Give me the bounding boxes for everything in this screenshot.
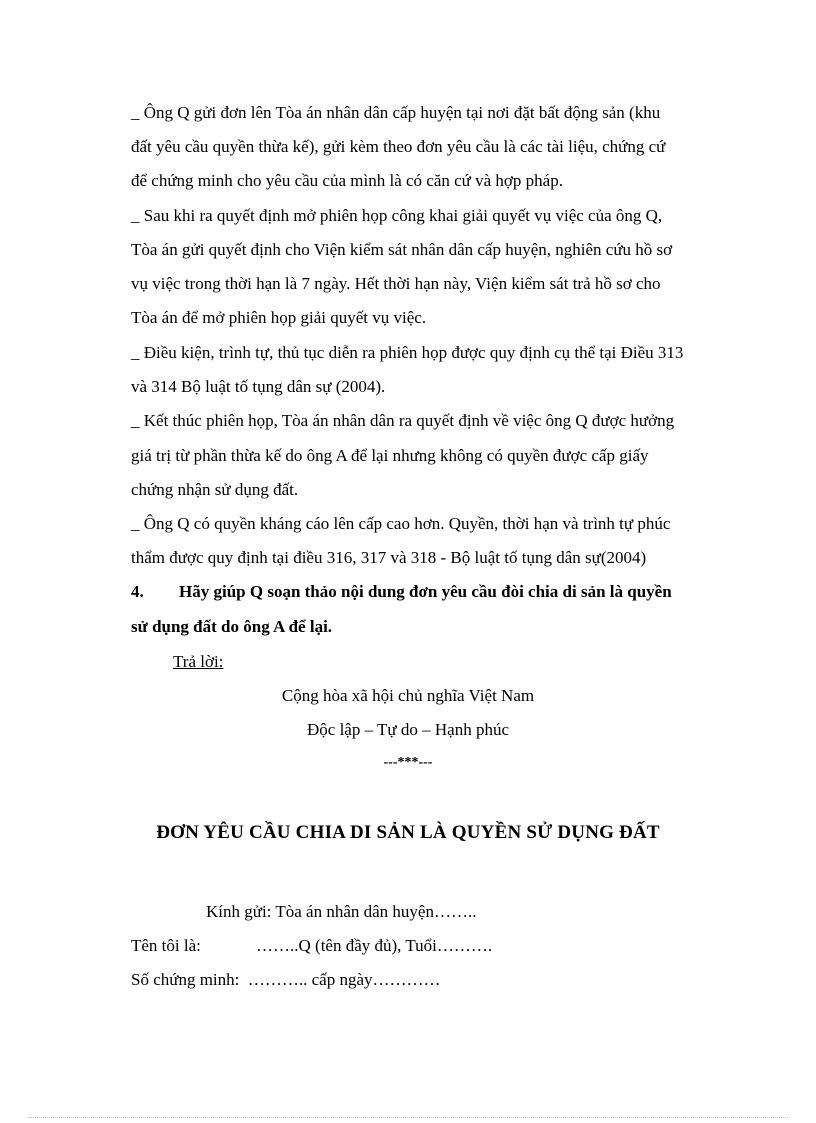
name-line [131,935,492,957]
paragraph-1-line-1: _ Ông Q gửi đơn lên Tòa án nhân dân cấp huyện tại nơi đặt bất động sản (khu [131,103,661,122]
paragraph-2-line-2: Tòa án gửi quyết định cho Viện kiểm sát nhân dân cấp huyện, nghiên cứu hồ sơ [131,240,673,259]
id-line [131,969,441,991]
paragraph-1-line-3: để chứng minh cho yêu cầu của mình là có căn cứ và hợp pháp. [131,171,563,190]
question-line-1 [131,581,672,603]
paragraph-5-line-2: thẩm được quy định tại điều 316, 317 và 318 - Bộ luật tố tụng dân sự(2004) [131,548,647,567]
paragraph-5-line-1: _ Ông Q có quyền kháng cáo lên cấp cao hơn. Quyền, thời hạn và trình tự phúc [131,514,671,533]
answer-label: Trả lời: [173,652,224,671]
paragraph-2-line-4: Tòa án để mở phiên họp giải quyết vụ việc. [131,308,427,327]
page-bottom-divider [28,1117,788,1118]
recipient-line: Kính gửi: Tòa án nhân dân huyện…….. [206,902,477,921]
country-name: Cộng hòa xã hội chủ nghĩa Việt Nam [281,686,535,705]
separator: ---***--- [383,755,433,770]
id-value: ……….. cấp ngày………… [247,970,441,989]
name-label: Tên tôi là: [131,936,201,955]
national-slogan: Độc lập – Tự do – Hạnh phúc [307,720,509,739]
paragraph-4-line-2: giá trị từ phần thừa kế do ông A để lại nhưng không có quyền được cấp giấy [131,446,649,465]
paragraph-4-line-1: _ Kết thúc phiên họp, Tòa án nhân dân ra quyết định về việc ông Q được hưởng [131,411,675,430]
form-title: ĐƠN YÊU CẦU CHIA DI SẢN LÀ QUYỀN SỬ DỤNG ĐẤT [156,822,660,843]
paragraph-1-line-2: đất yêu cầu quyền thừa kế), gửi kèm theo đơn yêu cầu là các tài liệu, chứng cứ [131,137,666,156]
name-value: ……..Q (tên đầy đủ), Tuổi………. [256,936,493,955]
question-line-2: sử dụng đất do ông A để lại. [131,617,333,636]
paragraph-3-line-2: và 314 Bộ luật tố tụng dân sự (2004). [131,377,386,396]
paragraph-3-line-1: _ Điều kiện, trình tự, thủ tục diễn ra phiên họp được quy định cụ thể tại Điều 313 [131,343,684,362]
paragraph-4-line-3: chứng nhận sử dụng đất. [131,480,299,499]
question-number: 4. [131,582,144,601]
question-text-1: Hãy giúp Q soạn thảo nội dung đơn yêu cầu đòi chia di sản là quyền [179,582,672,601]
id-label: Số chứng minh: [131,970,240,989]
paragraph-2-line-1: _ Sau khi ra quyết định mở phiên họp công khai giải quyết vụ việc của ông Q, [131,206,663,225]
paragraph-2-line-3: vụ việc trong thời hạn là 7 ngày. Hết thời hạn này, Viện kiểm sát trả hồ sơ cho [131,274,661,293]
